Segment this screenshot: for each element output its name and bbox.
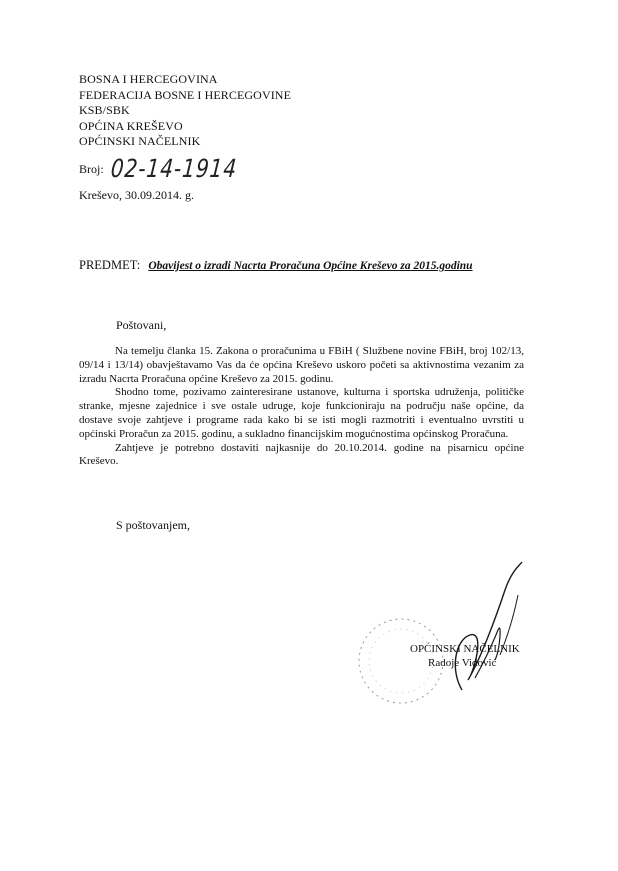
letterhead-line-country: BOSNA I HERCEGOVINA [79, 72, 218, 86]
body-paragraph: Shodno tome, pozivamo zainteresirane ustanove, kulturna i sportska udruženja, političke stranke, mjesne zajednice i sve ostale udruge, koje funkcioniraju na području naše općine, da dostave svoje zahtjeve i programe rada kako bi se isti mogli razmotriti i eventualno uvrstiti u općinski Proračun za 2015. godinu, a sukladno financijskim mogućnostima općinskog Proračuna. [79, 386, 524, 440]
letter-body [79, 345, 524, 469]
reference-label: Broj: [79, 162, 104, 176]
letterhead-line-canton: KSB/SBK [79, 103, 130, 117]
letterhead-line-federation: FEDERACIJA BOSNE I HERCEGOVINE [79, 87, 292, 102]
body-paragraph: Na temelju članka 15. Zakona o proračunima u FBiH ( Službene novine FBiH, broj 102/13, 09/14 i 13/14) obavještavamo Vas da će općina Kreševo uskoro početi sa aktivnostima vezanim za izradu Nacrta Proračuna općine Kreševo za 2015. godinu. [79, 345, 524, 385]
signatory-name: Radoje Vidović [428, 657, 497, 669]
subject-label: PREDMET: [79, 258, 141, 272]
signatory-title: OPĆINSKI NAČELNIK [410, 643, 520, 655]
subject-text: Obavijest o izradi Nacrta Proračuna Općine Kreševo za 2015.godinu [148, 260, 473, 272]
letterhead-line-municipality: OPĆINA KREŠEVO [79, 118, 183, 133]
reference-number [79, 153, 239, 183]
letterhead [79, 72, 291, 150]
signature-block [410, 642, 520, 670]
letterhead-line-office: OPĆINSKI NAČELNIK [79, 134, 201, 148]
body-paragraph: Zahtjeve je potrebno dostaviti najkasnije do 20.10.2014. godine na pisarnicu općine Kreševo. [79, 441, 524, 468]
salutation: Poštovani, [116, 318, 167, 332]
handwritten-signature-icon [440, 560, 540, 700]
subject-line [79, 258, 473, 273]
closing-phrase: S poštovanjem, [116, 518, 190, 532]
handwritten-reference-number: 02-14-1914 [109, 153, 239, 183]
document-date: Kreševo, 30.09.2014. g. [79, 188, 194, 202]
